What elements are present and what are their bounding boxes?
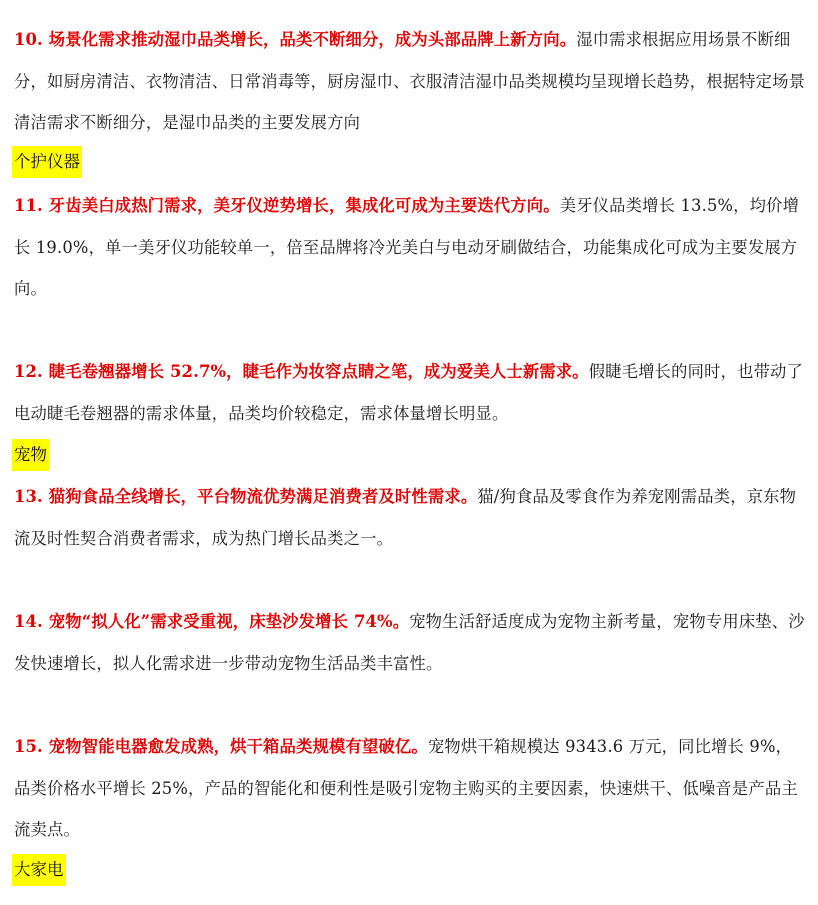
- paragraph-body: 湿巾需求根据应用场景不断细分，如厨房清洁、衣物清洁、日常消毒等，厨房湿巾、衣服清洁湿巾品类规模均呈现增长趋势，根据特定场景清洁需求不断细分，是湿巾品类的主要发展方向: [14, 30, 806, 132]
- category-heading-pets: 宠物: [12, 439, 49, 471]
- paragraph-lead: 12. 睫毛卷翘器增长 52.7%，睫毛作为妆容点睛之笔，成为爱美人士新需求。: [14, 362, 589, 381]
- paragraph-12: [14, 351, 806, 434]
- paragraph-body: 假睫毛增长的同时，也带动了电动睫毛卷翘器的需求体量，品类均价较稳定，需求体量增长明显。: [14, 362, 804, 423]
- paragraph-11: [14, 185, 806, 310]
- paragraph-14: [14, 601, 806, 684]
- paragraph-15: [14, 726, 806, 851]
- paragraph-body: 宠物烘干箱规模达 9343.6 万元，同比增长 9%，品类价格水平增长 25%，产品的智能化和便利性是吸引宠物主购买的主要因素，快速烘干、低噪音是产品主流卖点。: [14, 737, 798, 839]
- category-heading-appliances: 大家电: [12, 854, 66, 886]
- category-heading-personal-care: 个护仪器: [12, 146, 82, 178]
- paragraph-body: 美牙仪品类增长 13.5%，均价增长 19.0%，单一美牙仪功能较单一，倍至品牌将冷光美白与电动牙刷做结合，功能集成化可成为主要发展方向。: [14, 196, 800, 298]
- paragraph-lead: 15. 宠物智能电器愈发成熟，烘干箱品类规模有望破亿。: [14, 737, 428, 756]
- paragraph-10: [14, 19, 806, 144]
- paragraph-body: 猫/狗食品及零食作为养宠刚需品类，京东物流及时性契合消费者需求，成为热门增长品类之一。: [14, 487, 797, 548]
- paragraph-lead: 14. 宠物“拟人化”需求受重视，床垫沙发增长 74%。: [14, 612, 410, 631]
- paragraph-lead: 13. 猫狗食品全线增长，平台物流优势满足消费者及时性需求。: [14, 487, 478, 506]
- paragraph-lead: 10. 场景化需求推动湿巾品类增长，品类不断细分，成为头部品牌上新方向。: [14, 30, 577, 49]
- paragraph-body: 宠物生活舒适度成为宠物主新考量，宠物专用床垫、沙发快速增长，拟人化需求进一步带动宠物生活品类丰富性。: [14, 612, 805, 673]
- paragraph-lead: 11. 牙齿美白成热门需求，美牙仪逆势增长，集成化可成为主要迭代方向。: [14, 196, 560, 215]
- paragraph-13: [14, 476, 806, 559]
